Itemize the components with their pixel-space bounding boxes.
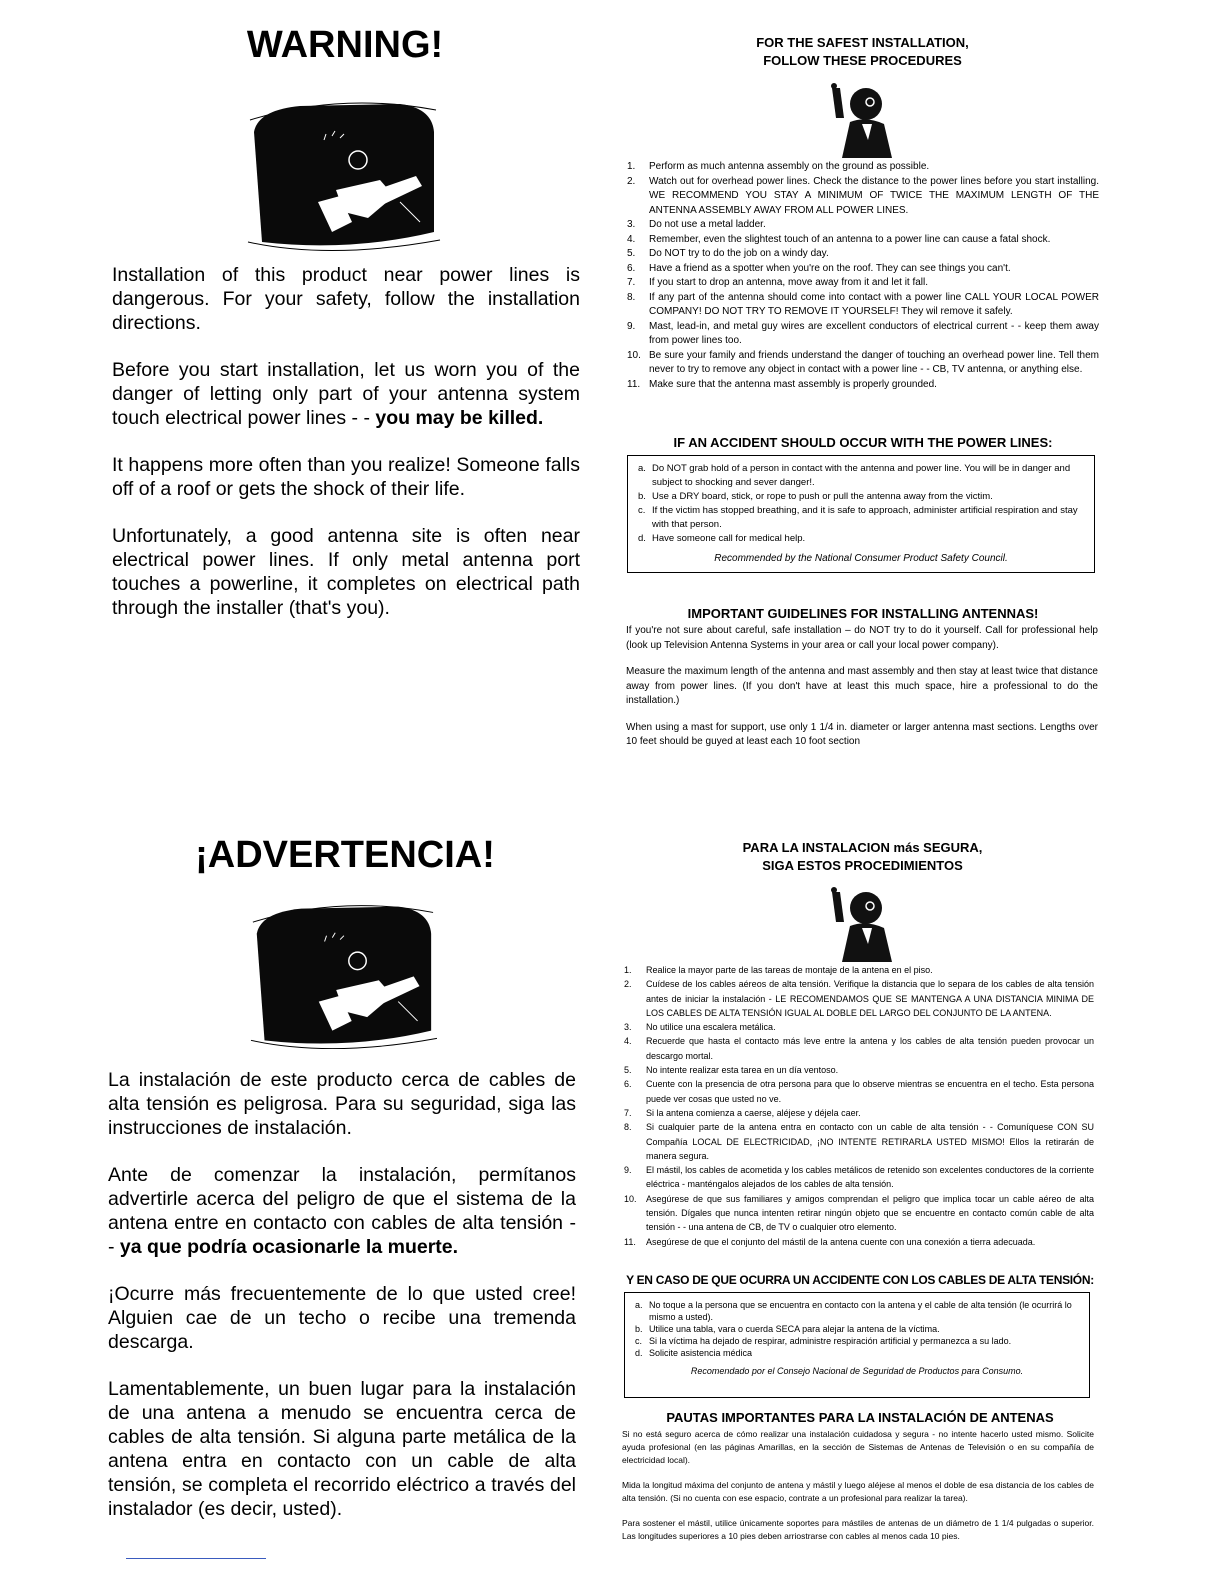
step-item: 11. Asegúrese de que el conjunto del mástil de la antena cuente con una conexión a tierra adecuada.	[624, 1236, 1036, 1247]
accident-box	[627, 455, 1095, 573]
guideline-paragraph: Mida la longitud máxima del conjunto de antena y mástil y luego aléjese al menos el doble de esa distancia de los cables de alta tensión. (Si no cuenta con ese espacio, contrate a un profesional para realizar la tarea).	[622, 1480, 1094, 1503]
warning-body	[112, 263, 580, 643]
step-item: 11. Make sure that the antenna mast assembly is properly grounded.	[627, 378, 937, 390]
step-item: 1. Perform as much antenna assembly on the ground as possible.	[627, 161, 930, 172]
step-item: 5. Do NOT try to do the job on a windy day.	[627, 248, 829, 259]
pautas-body	[622, 1428, 1094, 1555]
step-item: 6. Cuente con la presencia de otra persona para que lo observe mientras se encuentra en el techo. Esta persona puede ver cosas que usted no ve.	[624, 1079, 1094, 1104]
guidelines-body	[626, 624, 1098, 762]
step-item: 4. Recuerde que hasta el contacto más leve entre la antena y los cables de alta tensión pueden provocar un descargo mortal.	[624, 1036, 1094, 1061]
step-item: 10. Asegúrese de que sus familiares y amigos comprendan el peligro que implica tocar un cable aéreo de alta tensión. Dígales que nunca intenten retirar ningún objeto que se encuentre en contacto común cable de alta tensión - - una antena de CB, de TV o cualquier otro elemento.	[624, 1193, 1094, 1233]
accident-item: c. If the victim has stopped breathing, and it is safe to approach, administer artificial respiration and stay with that person.	[638, 505, 1078, 530]
step-item: 6. Have a friend as a spotter when you're on the roof. They can see things you can't.	[627, 262, 1011, 274]
instructor-icon	[822, 882, 902, 962]
warning-paragraph: Before you start installation, let us worn you of the danger of letting only part of your antenna system touch electrical power lines - - you may be killed.	[112, 359, 580, 429]
accidente-box	[624, 1292, 1090, 1398]
step-item: 4. Remember, even the slightest touch of an antenna to a power line can cause a fatal shock.	[627, 233, 1051, 245]
step-item: 5. No intente realizar esta tarea en un día ventoso.	[624, 1065, 839, 1076]
warning-paragraph: It happens more often than you realize! Someone falls off of a roof or gets the shock of their life.	[112, 454, 580, 500]
electrocution-illustration	[240, 92, 445, 252]
accident-credit: Recomendado por el Consejo Nacional de Seguridad de Productos para Consumo.	[690, 1366, 1024, 1376]
accident-item: b. Use a DRY board, stick, or rope to push or pull the antenna away from the victim.	[638, 491, 993, 502]
guideline-paragraph: Para sostener el mástil, utilice únicamente soportes para mástiles de antenas de un diámetro de 1 1/4 pulgadas o superior. Las longitudes superiores a 10 pies deben arriostrarse con cables al menos cada 10 pies.	[622, 1518, 1094, 1541]
instructor-icon	[822, 78, 902, 158]
electrocution-illustration	[240, 895, 445, 1050]
pautas-header: PAUTAS IMPORTANTES PARA LA INSTALACIÓN DE ANTENAS	[666, 1410, 1054, 1425]
step-item: 10. Be sure your family and friends understand the danger of touching an overhead power line. Tell them never to try to remove any object in contact with a power line - - CB, TV antenna, or anything else.	[627, 349, 1099, 375]
guideline-paragraph: Measure the maximum length of the antenna and mast assembly and then stay at least twice that distance away from power lines. (If you don't have at least this much space, hire a professional to do the installation.)	[626, 666, 1098, 706]
procedure-steps	[627, 160, 1099, 392]
accident-item: d. Solicite asistencia médica	[635, 1348, 753, 1358]
warning-paragraph: Installation of this product near power lines is dangerous. For your safety, follow the installation directions.	[112, 264, 580, 334]
step-item: 9. El mástil, los cables de acometida y los cables metálicos de retenido son excelentes conductores de la corriente eléctrica - manténgalos alejados de los cables de alta tensión.	[624, 1165, 1094, 1190]
step-item: 7. Si la antena comienza a caerse, aléjese y déjela caer.	[624, 1107, 861, 1118]
accident-item: d. Have someone call for medical help.	[638, 533, 806, 544]
accident-item: a. Do NOT grab hold of a person in contact with the antenna and power line. You will be in danger and subject to shocking and sever danger!.	[638, 463, 1071, 488]
step-item: 8. Si cualquier parte de la antena entra en contacto con un cable de alta tensión - - Comuníquese CON SU Compañía LOCAL DE ELECTRICIDAD, ¡NO INTENTE RETIRARLA USTED MISMO! Ellos la retirarán de manera segura.	[624, 1122, 1094, 1161]
step-item: 3. No utilice una escalera metálica.	[624, 1022, 776, 1033]
advertencia-paragraph: Lamentablemente, un buen lugar para la instalación de una antena a menudo se encuentra cerca de cables de alta tensión. Si alguna parte metálica de la antena entra en contacto con un cable de alta tensión, se completa el recorrido eléctrico a través del instalador (es decir, usted).	[108, 1378, 576, 1520]
guideline-paragraph: When using a mast for support, use only 1 1/4 in. diameter or larger antenna mast sections. Lengths over 10 feet should be guyed at least each 10 foot section	[626, 721, 1098, 747]
accident-item: c. Si la víctima ha dejado de respirar, administre respiración artificial y permanezca a su lado.	[635, 1336, 1012, 1346]
advertencia-paragraph: Ante de comenzar la instalación, permítanos advertirle acerca del peligro de que el sistema de la antena entre en contacto con cables de alta tensión - - ya que podría ocasionarle la muerte.	[108, 1164, 576, 1258]
guideline-paragraph: If you're not sure about careful, safe installation – do NOT try to do it yourself. Call for professional help (look up Television Antenna Systems in your area or call your local power company).	[626, 625, 1098, 651]
step-item: 9. Mast, lead-in, and metal guy wires are excellent conductors of electrical current - - keep them away from power lines too.	[627, 320, 1099, 346]
guideline-paragraph: Si no está seguro acerca de cómo realizar una instalación cuidadosa y segura - no intente hacerlo usted mismo. Solicite ayuda profesional (en las páginas Amarillas, en la sección de Sistemas de Antenas de Televisión o en su compañía de electricidad local).	[622, 1429, 1094, 1465]
step-item: 2. Cuídese de los cables aéreos de alta tensión. Verifique la distancia que lo separa de los cables de alta tensión antes de iniciar la instalación - LE RECOMENDAMOS QUE SE MANTENGA A UNA DISTANCIA MINIMA DE LOS CABLES DE ALTA TENSIÓN IGUAL AL DOBLE DEL LARGO DEL CONJUNTO DE LA ANTENA.	[624, 979, 1094, 1018]
step-item: 3. Do not use a metal ladder.	[627, 219, 766, 230]
accident-header: IF AN ACCIDENT SHOULD OCCUR WITH THE POWER LINES:	[673, 435, 1053, 450]
advertencia-body	[108, 1068, 576, 1544]
footer-rule	[126, 1558, 266, 1559]
warning-title: WARNING!	[246, 24, 444, 66]
step-item: 2. Watch out for overhead power lines. Check the distance to the power lines before you start installing. WE RECOMMEND YOU STAY A MINIMUM OF TWICE THE MAXIMUM LENGTH OF THE ANTENNA ASSEMBLY AWAY FROM ALL POWER LINES.	[627, 175, 1099, 216]
accident-item: b. Utilice una tabla, vara o cuerda SECA para alejar la antena de la víctima.	[635, 1324, 940, 1334]
accident-item: a. No toque a la persona que se encuentra en contacto con la antena y el cable de alta tensión (le ocurrirá lo mismo a usted).	[635, 1300, 1072, 1322]
accidente-header: Y EN CASO DE QUE OCURRA UN ACCIDENTE CON LOS CABLES DE ALTA TENSIÓN:	[626, 1273, 1094, 1287]
advertencia-paragraph: La instalación de este producto cerca de cables de alta tensión es peligrosa. Para su seguridad, siga las instrucciones de instalación.	[108, 1069, 576, 1139]
step-item: 1. Realice la mayor parte de las tareas de montaje de la antena en el piso.	[624, 965, 933, 975]
step-item: 7. If you start to drop an antenna, move away from it and let it fall.	[627, 277, 929, 288]
warning-paragraph: Unfortunately, a good antenna site is often near electrical power lines. If only metal antenna port touches a powerline, it completes on electrical path through the installer (that's you).	[112, 525, 580, 619]
guidelines-header: IMPORTANT GUIDELINES FOR INSTALLING ANTENNAS!	[687, 606, 1039, 621]
procedimiento-steps	[624, 963, 1094, 1249]
advertencia-title: ¡ADVERTENCIA!	[195, 834, 495, 876]
procedures-header: FOR THE SAFEST INSTALLATION, FOLLOW THESE PROCEDURES	[756, 35, 969, 68]
accident-credit: Recommended by the National Consumer Product Safety Council.	[714, 553, 1008, 564]
step-item: 8. If any part of the antenna should come into contact with a power line CALL YOUR LOCAL POWER COMPANY! DO NOT TRY TO REMOVE IT YOURSELF! They wil remove it safely.	[627, 291, 1099, 317]
procedimientos-header: PARA LA INSTALACION más SEGURA, SIGA ESTOS PROCEDIMIENTOS	[742, 840, 983, 873]
advertencia-paragraph: ¡Ocurre más frecuentemente de lo que usted cree! Alguien cae de un techo o recibe una tremenda descarga.	[108, 1283, 576, 1353]
